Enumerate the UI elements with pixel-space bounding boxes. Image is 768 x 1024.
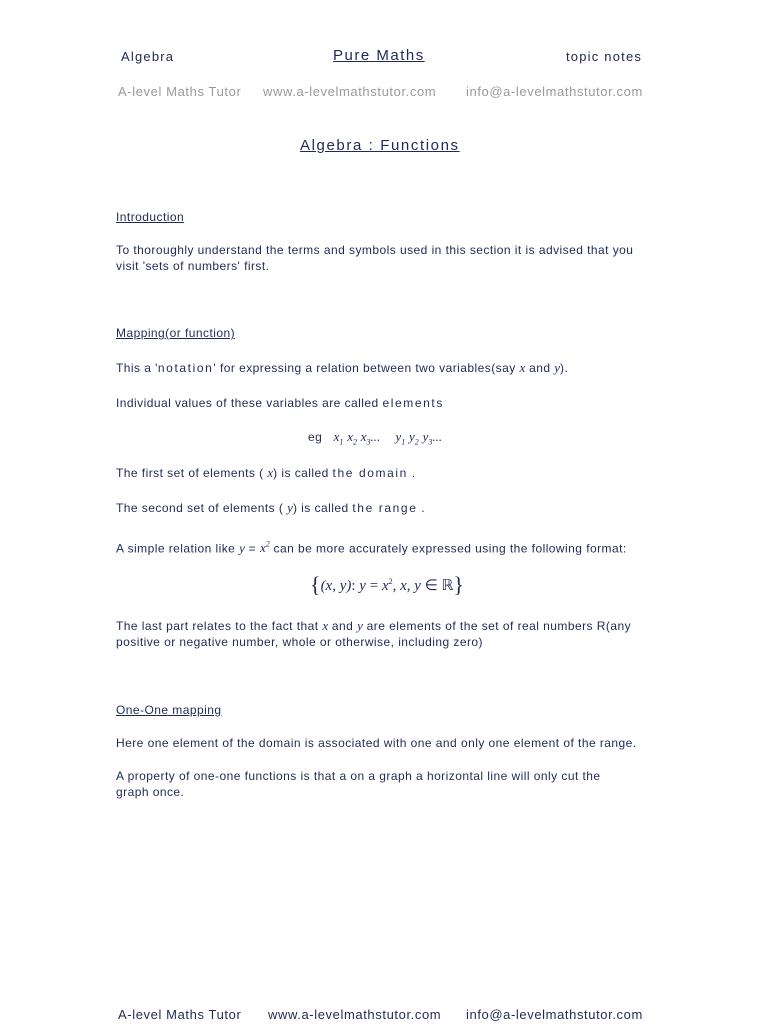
subheader-tutor: A-level Maths Tutor xyxy=(118,84,242,99)
footer-tutor: A-level Maths Tutor xyxy=(118,1007,242,1022)
footer-website: www.a-levelmathstutor.com xyxy=(268,1007,442,1022)
mapping-heading: Mapping(or function) xyxy=(116,326,236,340)
one-one-property-line2: graph once. xyxy=(116,785,185,799)
elements-example: eg $x_1$ $x_2$ $x_3$... $y_1$ $y_2$ $y_3$... xyxy=(308,429,443,447)
domain-sentence: The first set of elements ( x) is called the domain . xyxy=(116,465,416,480)
one-one-property-line1: A property of one-one functions is that a on a graph a horizontal line will only cut the xyxy=(116,769,601,783)
simple-relation-sentence: A simple relation like $y = x^2$ can be more accurately expressed using the following format: xyxy=(116,540,627,556)
subheader-website: www.a-levelmathstutor.com xyxy=(263,84,437,99)
introduction-text-line1: To thoroughly understand the terms and symbols used in this section it is advised that you xyxy=(116,243,634,257)
range-sentence: The second set of elements ( y) is called the range . xyxy=(116,500,426,515)
subheader-email: info@a-levelmathstutor.com xyxy=(466,84,643,99)
footer-email: info@a-levelmathstutor.com xyxy=(466,1007,643,1022)
elements-sentence: Individual values of these variables are called elements xyxy=(116,396,444,410)
notation-sentence: This a 'notation' for expressing a relation between two variables(say x and y). xyxy=(116,360,569,375)
introduction-heading: Introduction xyxy=(116,210,185,224)
one-one-heading: One-One mapping xyxy=(116,703,222,717)
real-numbers-line2: positive or negative number, whole or otherwise, including zero) xyxy=(116,635,483,649)
set-builder-formula: {(x, y): $y = x^2$, x, y ∈ ℝ} xyxy=(310,572,464,597)
header-topic: Algebra xyxy=(121,49,175,64)
one-one-text: Here one element of the domain is associated with one and only one element of the range. xyxy=(116,736,637,750)
introduction-text-line2: visit 'sets of numbers' first. xyxy=(116,259,270,273)
header-topic-notes: topic notes xyxy=(566,49,643,64)
page-title: Algebra : Functions xyxy=(300,137,460,154)
real-numbers-line1: The last part relates to the fact that x and y are elements of the set of real numbers R(any xyxy=(116,618,632,633)
header-title: Pure Maths xyxy=(333,47,425,64)
